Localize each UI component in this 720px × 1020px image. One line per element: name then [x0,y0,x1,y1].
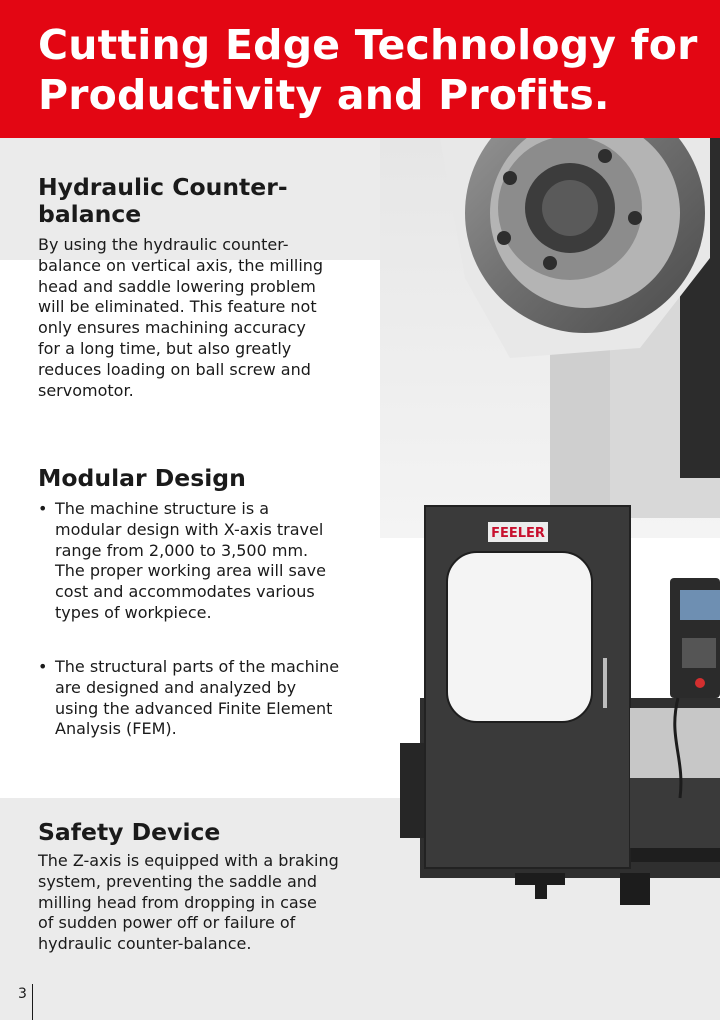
text-line: The structural parts of the machine [55,657,340,676]
section-title-safety: Safety Device [38,818,221,846]
text-line: are designed and analyzed by [55,677,297,697]
page-title [38,20,720,120]
machine-side-lower [630,778,720,848]
bullet-text [55,499,358,624]
text-line: types of workpiece. [55,602,212,622]
text-line: only ensures machining accuracy [38,318,306,338]
header-banner [0,0,720,138]
text-line: system, preventing the saddle and [38,871,318,891]
machine-base-stripe [625,848,720,862]
text-line: balance on vertical axis, the milling [38,255,324,275]
bullet-item-structure [38,499,358,624]
text-line: will be eliminated. This feature not [38,297,317,317]
safety-description [38,851,358,955]
machine-illustration [380,138,720,918]
section-title-hydraulic [38,174,288,228]
text-line: The proper working area will save [55,561,326,581]
hydraulic-description [38,235,358,401]
bullet-icon: • [38,657,48,676]
text-line: Analysis (FEM). [55,719,177,739]
bullet-item-fem [38,657,358,740]
text-line: head and saddle lowering problem [38,276,316,296]
page-title-line-2: Productivity and Profits. [38,71,610,119]
text-line: modular design with X-axis travel [55,519,324,539]
section-title-line-2: balance [38,200,142,228]
text-line: The machine structure is a [55,499,270,518]
bullet-icon: • [38,499,48,518]
text-line: range from 2,000 to 3,500 mm. [55,540,309,560]
section-title-modular: Modular Design [38,464,246,492]
text-line: servomotor. [38,380,134,400]
text-line: using the advanced Finite Element [55,698,333,718]
text-line: By using the hydraulic counter- [38,235,289,254]
text-line: hydraulic counter-balance. [38,934,252,954]
bullet-text [55,657,358,740]
machine-door [425,506,630,868]
text-line: for a long time, but also greatly [38,338,292,358]
section-title-line-1: Hydraulic Counter- [38,173,288,201]
text-line: The Z-axis is equipped with a braking [38,851,339,870]
page-number: 3 [18,986,27,1002]
brand-plate: FEELER [491,526,545,541]
text-line: reduces loading on ball screw and [38,359,311,379]
text-line: of sudden power off or failure of [38,913,296,933]
page-number-divider [32,984,33,1020]
page-title-line-1: Cutting Edge Technology for [38,21,698,69]
text-line: cost and accommodates various [55,582,315,602]
text-line: milling head from dropping in case [38,892,317,912]
